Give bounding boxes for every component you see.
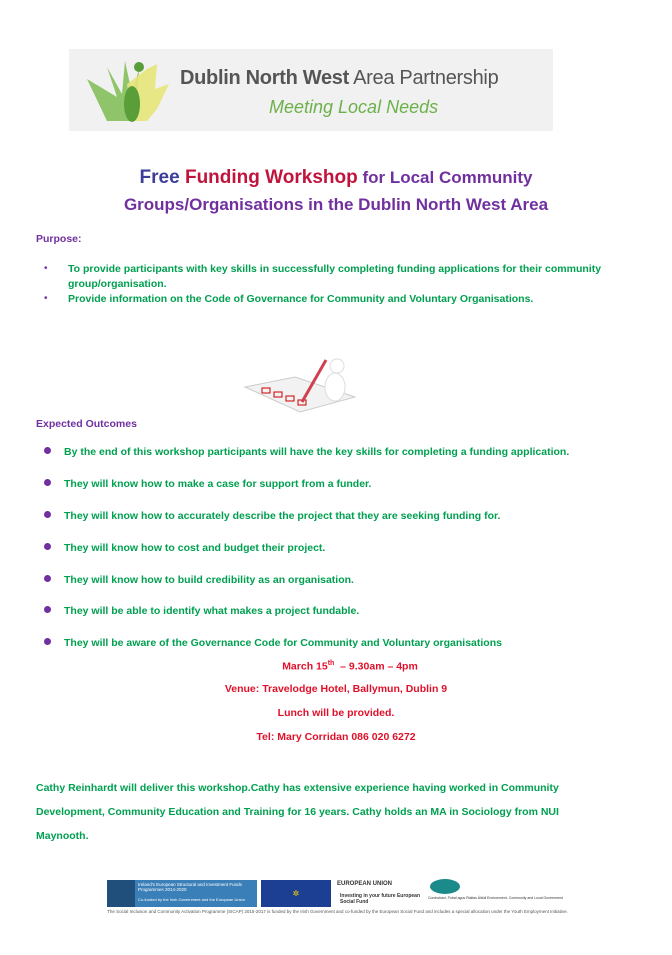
outcome-item: They will be aware of the Governance Code for Community and Voluntary organisations: [64, 637, 502, 649]
department-text: Comhshaol, Pobal agus Rialtas Áitiúil Environment, Community and Local Government: [428, 896, 563, 900]
funding-caption: The Social Inclusion and Community Activation Programme (SICAP) 2015-2017 is funded by the Irish Government and co-funded by the European Social Fund and includes a special allocation under the Youth Employment Initiative.: [107, 909, 568, 914]
harp-icon: [107, 880, 135, 907]
department-logo-icon: [430, 879, 460, 894]
bullet-icon: •: [44, 263, 48, 274]
outcome-item: They will know how to build credibility as an organisation.: [64, 574, 354, 586]
event-lunch: Lunch will be provided.: [277, 707, 395, 719]
event-date-suffix: th: [327, 660, 335, 667]
outcome-item: They will know how to make a case for support from a funder.: [64, 478, 372, 490]
facilitator-bio: Cathy Reinhardt will deliver this workshop.Cathy has extensive experience having worked in Community Development, Community Education and Training for 16 years. Cathy holds an MA in Sociology from NUI Maynooth.: [36, 782, 559, 842]
event-date: [0, 660, 672, 673]
bullet-icon: [44, 543, 51, 550]
outcome-item: They will know how to accurately describe the project that they are seeking funding for.: [64, 510, 501, 522]
logo-name-rest: Area Partnership: [348, 67, 499, 89]
outcome-item: They will be able to identify what makes a project fundable.: [64, 605, 360, 617]
event-date-text: March 15: [282, 660, 328, 673]
esif-subtext: Co-funded by the Irish Government and the European Union: [138, 897, 245, 902]
title-funding-workshop: Funding Workshop: [184, 167, 358, 188]
logo-name: [180, 67, 498, 90]
title-line-1: [0, 167, 672, 189]
hands-logo-icon: [77, 59, 172, 124]
checklist-illustration-icon: [240, 352, 360, 417]
eu-label: EUROPEAN UNION: [337, 881, 393, 887]
title-rest: for Local Community: [357, 168, 533, 187]
esif-logo: [107, 880, 257, 907]
bullet-icon: [44, 575, 51, 582]
eu-subtext: Investing in your future European Social Fund: [340, 893, 421, 905]
event-venue: Venue: Travelodge Hotel, Ballymun, Dublin 9: [224, 683, 448, 695]
bullet-icon: •: [44, 293, 48, 304]
bullet-icon: [44, 511, 51, 518]
purpose-item: Provide information on the Code of Governance for Community and Voluntary Organisations.: [68, 293, 534, 305]
title-line-2: Groups/Organisations in the Dublin North West Area: [123, 195, 549, 214]
outcome-item: They will know how to cost and budget their project.: [64, 542, 326, 554]
bullet-icon: [44, 447, 51, 454]
outcome-item: By the end of this workshop participants will have the key skills for completing a funding application.: [64, 446, 570, 458]
title-free: Free: [139, 167, 180, 188]
purpose-item: To provide participants with key skills in successfully completing funding applications for their community group/organisation.: [68, 263, 602, 290]
event-contact: Tel: Mary Corridan 086 020 6272: [256, 731, 416, 743]
bullet-icon: [44, 606, 51, 613]
purpose-heading: Purpose:: [36, 233, 82, 245]
logo-name-bold: Dublin North West: [180, 67, 349, 89]
partnership-logo: [69, 49, 553, 131]
event-time: – 9.30am – 4pm: [334, 660, 418, 673]
eu-flag-icon: ✲: [261, 880, 331, 907]
outcomes-heading: Expected Outcomes: [36, 418, 137, 430]
logo-tagline: Meeting Local Needs: [269, 97, 439, 117]
bullet-icon: [44, 479, 51, 486]
bullet-icon: [44, 638, 51, 645]
esif-text: Ireland's European Structural and Investment Funds Programmes 2014-2020: [138, 882, 242, 892]
